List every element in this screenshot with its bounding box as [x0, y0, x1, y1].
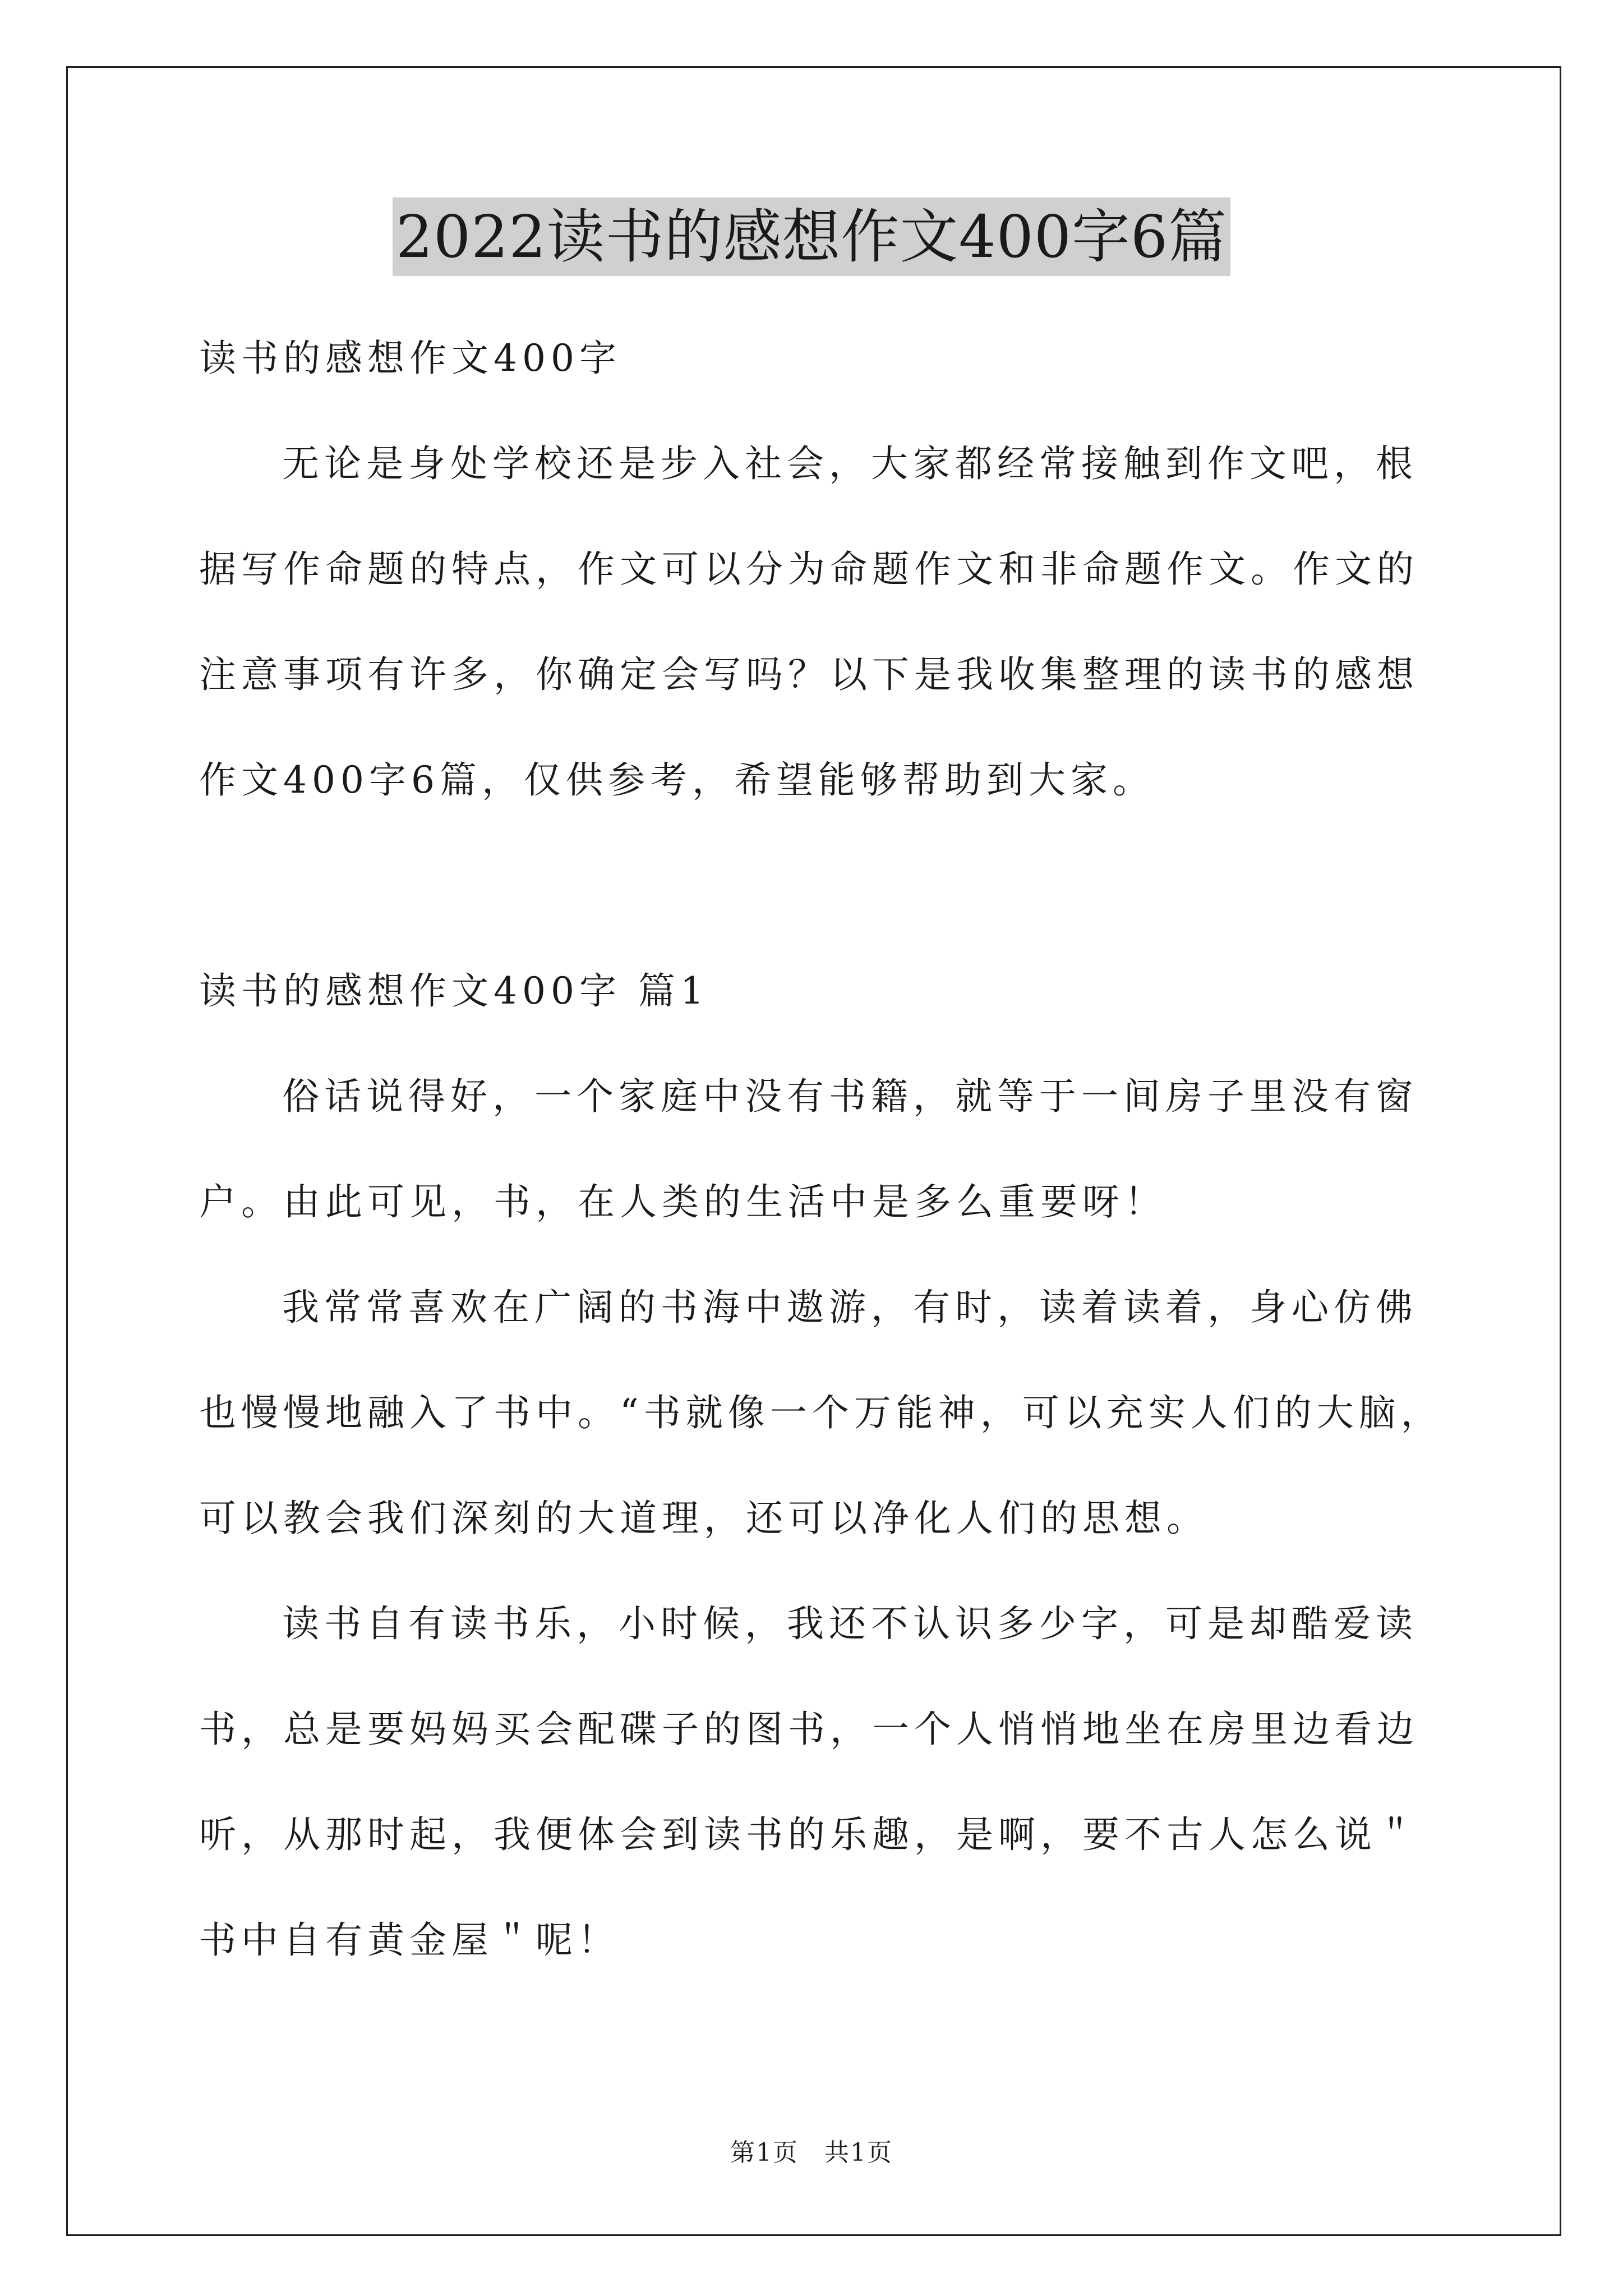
subtitle: 读书的感想作文400字 — [199, 337, 621, 380]
body-paragraph: 我常常喜欢在广阔的书海中遨游，有时，读着读着，身心仿佛也慢慢地融入了书中。“书就像一个万能神，可以充实人们的大脑，可以教会我们深刻的大道理，还可以净化人们的思想。 — [199, 1286, 1443, 1540]
intro-paragraph: 无论是身处学校还是步入社会，大家都经常接触到作文吧，根据写作命题的特点，作文可以分为命题作文和非命题作文。作文的注意事项有许多，你确定会写吗？以下是我收集整理的读书的感想作文400字6篇，仅供参考，希望能够帮助到大家。 — [199, 442, 1419, 802]
body-paragraph: 俗话说得好，一个家庭中没有书籍，就等于一间房子里没有窗户。由此可见，书，在人类的生活中是多么重要呀！ — [199, 1075, 1418, 1223]
body-paragraph: 读书自有读书乐，小时候，我还不认识多少字，可是却酷爱读书，总是要妈妈买会配碟子的图书，一个人悄悄地坐在房里边看边听，从那时起，我便体会到读书的乐趣，是啊，要不古人怎么说＂书中自有黄金屋＂呢！ — [199, 1602, 1419, 1962]
document-title: 2022读书的感想作文400字6篇 — [393, 197, 1230, 276]
title-container — [0, 197, 1623, 276]
section-heading: 读书的感想作文400字 篇1 — [199, 969, 709, 1013]
page-footer: 第1页 共1页 — [730, 2138, 893, 2167]
document-body — [199, 306, 1444, 1993]
section-spacer — [199, 833, 1444, 938]
